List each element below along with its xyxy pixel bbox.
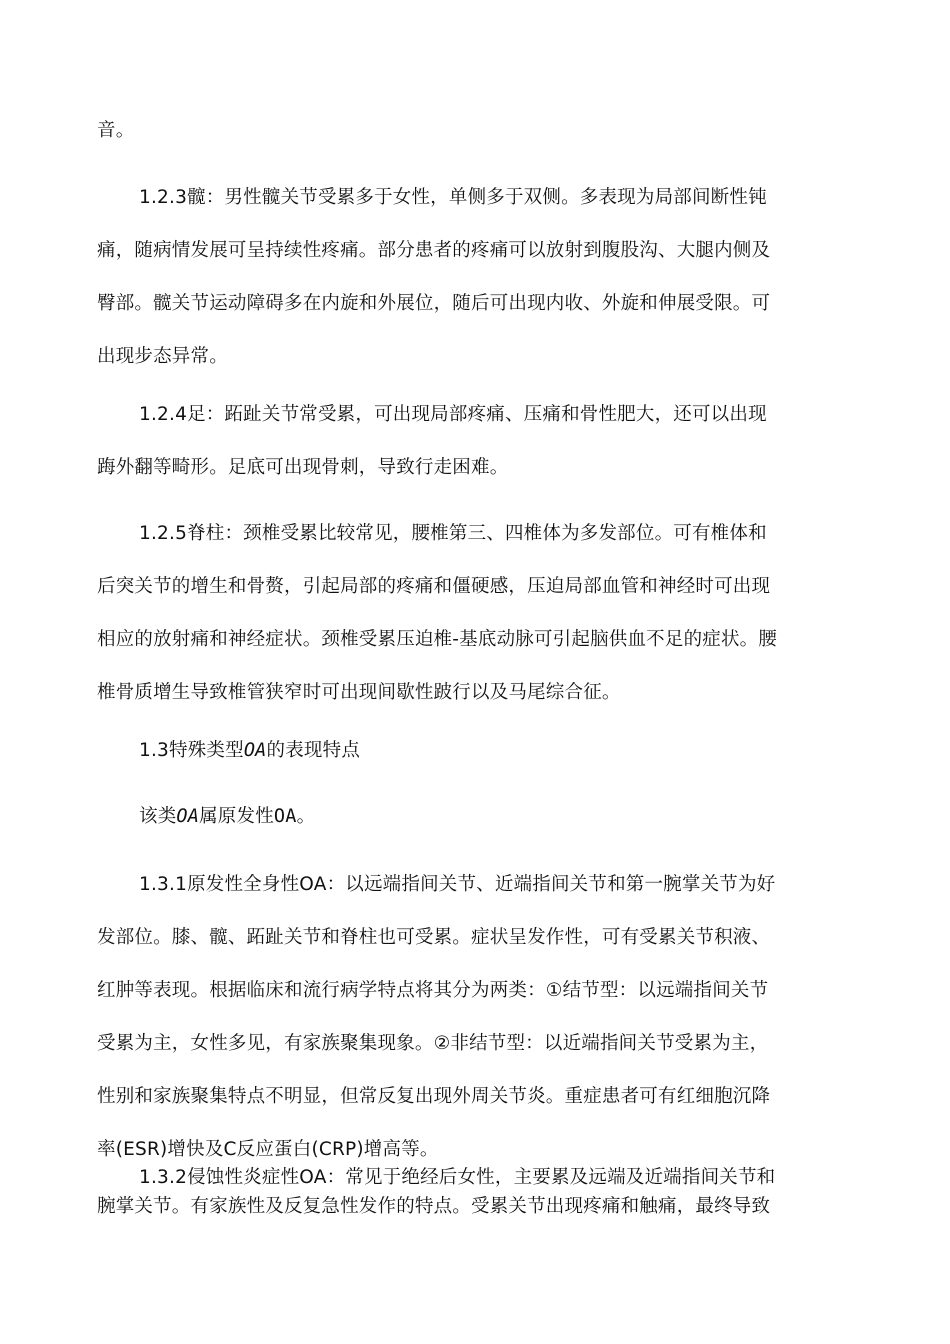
text-line: 出现步态异常。 bbox=[97, 346, 228, 367]
text-line: 受累为主，女性多见，有家族聚集现象。②非结节型：以近端指间关节受累为主， bbox=[97, 1033, 769, 1054]
text-line: 腕掌关节。有家族性及反复急性发作的特点。受累关节出现疼痛和触痛，最终导致 bbox=[97, 1196, 771, 1217]
heading-number: 1.3 bbox=[139, 740, 170, 761]
paragraph-erosive-oa bbox=[97, 1163, 837, 1221]
text-line bbox=[97, 790, 837, 843]
text-line: 1.2.4足：跖趾关节常受累，可出现局部疼痛、压痛和骨性肥大，还可以出现 bbox=[139, 404, 767, 425]
text-line: 臀部。髋关节运动障碍多在内旋和外展位，随后可出现内收、外旋和伸展受限。可 bbox=[97, 293, 771, 314]
text-line: 后突关节的增生和骨赘，引起局部的疼痛和僵硬感，压迫局部血管和神经时可出现 bbox=[97, 576, 771, 597]
heading-text-pre: 特殊类型 bbox=[169, 740, 244, 761]
text-segment-italic: OA bbox=[176, 806, 200, 827]
text-line: 率(ESR)增快及C反应蛋白(CRP)增高等。 bbox=[97, 1139, 439, 1160]
heading-oa: OA bbox=[243, 740, 267, 761]
paragraph-hip bbox=[97, 171, 837, 383]
text-line: 相应的放射痛和神经症状。颈椎受累压迫椎-基底动脉可引起脑供血不足的症状。腰 bbox=[97, 629, 778, 650]
text-segment: 属原发性 bbox=[199, 806, 274, 827]
text-line: 1.3.2侵蚀性炎症性OA：常见于绝经后女性，主要累及远端及近端指间关节和 bbox=[139, 1167, 776, 1188]
text-line: 1.2.5脊柱：颈椎受累比较常见，腰椎第三、四椎体为多发部位。可有椎体和 bbox=[139, 523, 767, 544]
text-segment: 该类 bbox=[139, 806, 177, 827]
text-line: 性别和家族聚集特点不明显，但常反复出现外周关节炎。重症患者可有红细胞沉降 bbox=[97, 1086, 771, 1107]
paragraph-foot bbox=[97, 388, 837, 494]
paragraph-oa-type bbox=[97, 790, 837, 843]
text-segment: OA bbox=[273, 806, 297, 827]
text-line: 1.3.1原发性全身性OA：以远端指间关节、近端指间关节和第一腕掌关节为好 bbox=[139, 874, 776, 895]
paragraph-primary-generalized-oa bbox=[97, 858, 837, 1176]
text-segment: 。 bbox=[296, 806, 316, 827]
text-line: 踇外翻等畸形。足底可出现骨刺，导致行走困难。 bbox=[97, 457, 509, 478]
text-line: 音。 bbox=[97, 120, 135, 141]
heading-line bbox=[97, 724, 837, 777]
paragraph-spine bbox=[97, 507, 837, 719]
heading-text-post: 的表现特点 bbox=[266, 740, 361, 761]
text-line: 痛，随病情发展可呈持续性疼痛。部分患者的疼痛可以放射到腹股沟、大腿内侧及 bbox=[97, 240, 771, 261]
text-line: 发部位。膝、髋、跖趾关节和脊柱也可受累。症状呈发作性，可有受累关节积液、 bbox=[97, 927, 771, 948]
section-heading-1-3 bbox=[97, 724, 837, 777]
text-line: 红肿等表现。根据临床和流行病学特点将其分为两类：①结节型：以远端指间关节 bbox=[97, 980, 769, 1001]
text-line: 1.2.3髋：男性髋关节受累多于女性，单侧多于双侧。多表现为局部间断性钝 bbox=[139, 187, 767, 208]
text-line: 椎骨质增生导致椎管狭窄时可出现间歇性跛行以及马尾综合征。 bbox=[97, 682, 621, 703]
paragraph-continuation bbox=[97, 104, 837, 157]
